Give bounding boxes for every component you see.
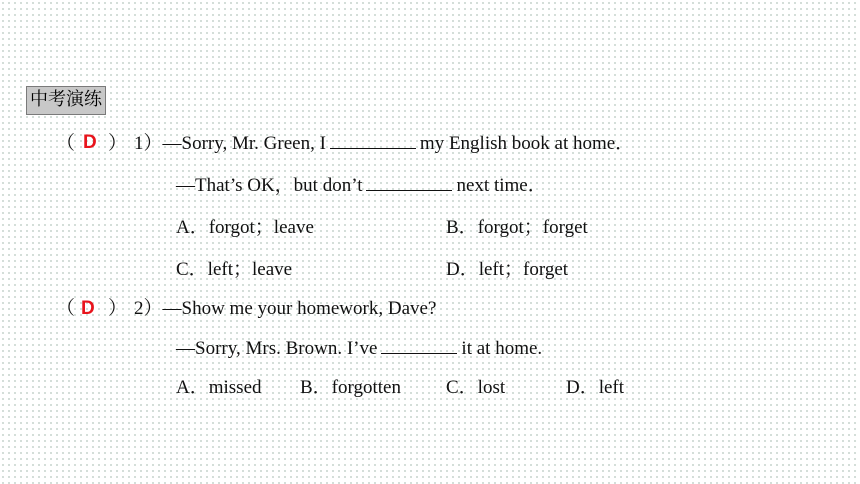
q1-prompt-before: —Sorry, Mr. Green, I xyxy=(162,133,326,154)
q1-open-paren: （ xyxy=(56,133,76,154)
q2-reply-before: —Sorry, Mrs. Brown. I’ve xyxy=(176,338,378,359)
q1-option-d: D．left；forget xyxy=(446,259,569,280)
q2-blank-1 xyxy=(381,337,457,354)
q1-answer: D xyxy=(83,132,97,153)
q2-option-c: C．lost xyxy=(446,377,506,398)
q1-blank-2 xyxy=(366,174,452,191)
q1-option-c: C．left；leave xyxy=(176,259,293,280)
section-heading: 中考演练 xyxy=(26,86,106,115)
q2-option-b: B．forgotten xyxy=(300,377,401,398)
q2-reply-after: it at home. xyxy=(461,338,543,359)
q2-number: 2） xyxy=(134,298,163,319)
q1-option-a: A．forgot；leave xyxy=(176,217,314,238)
q1-option-b: B．forgot；forget xyxy=(446,217,588,238)
q1-reply xyxy=(176,174,547,198)
q1-reply-before: —That’s OK，but don’t xyxy=(176,175,363,196)
q2-prompt xyxy=(134,297,436,321)
q2-prompt-text: —Show me your homework, Dave? xyxy=(162,298,437,319)
q2-open-paren: （ xyxy=(56,298,76,319)
q1-number: 1） xyxy=(134,133,163,154)
q2-reply xyxy=(176,337,542,361)
q2-option-a: A．missed xyxy=(176,377,262,398)
q1-reply-after: next time． xyxy=(456,175,547,196)
q1-prompt-after: my English book at home． xyxy=(419,133,635,154)
q1-blank-1 xyxy=(330,132,416,149)
q1-prompt xyxy=(134,132,634,156)
q2-option-d: D．left xyxy=(566,377,625,398)
q2-close-paren: ） xyxy=(108,298,128,319)
q1-close-paren: ） xyxy=(108,133,128,154)
q2-answer: D xyxy=(81,298,95,319)
